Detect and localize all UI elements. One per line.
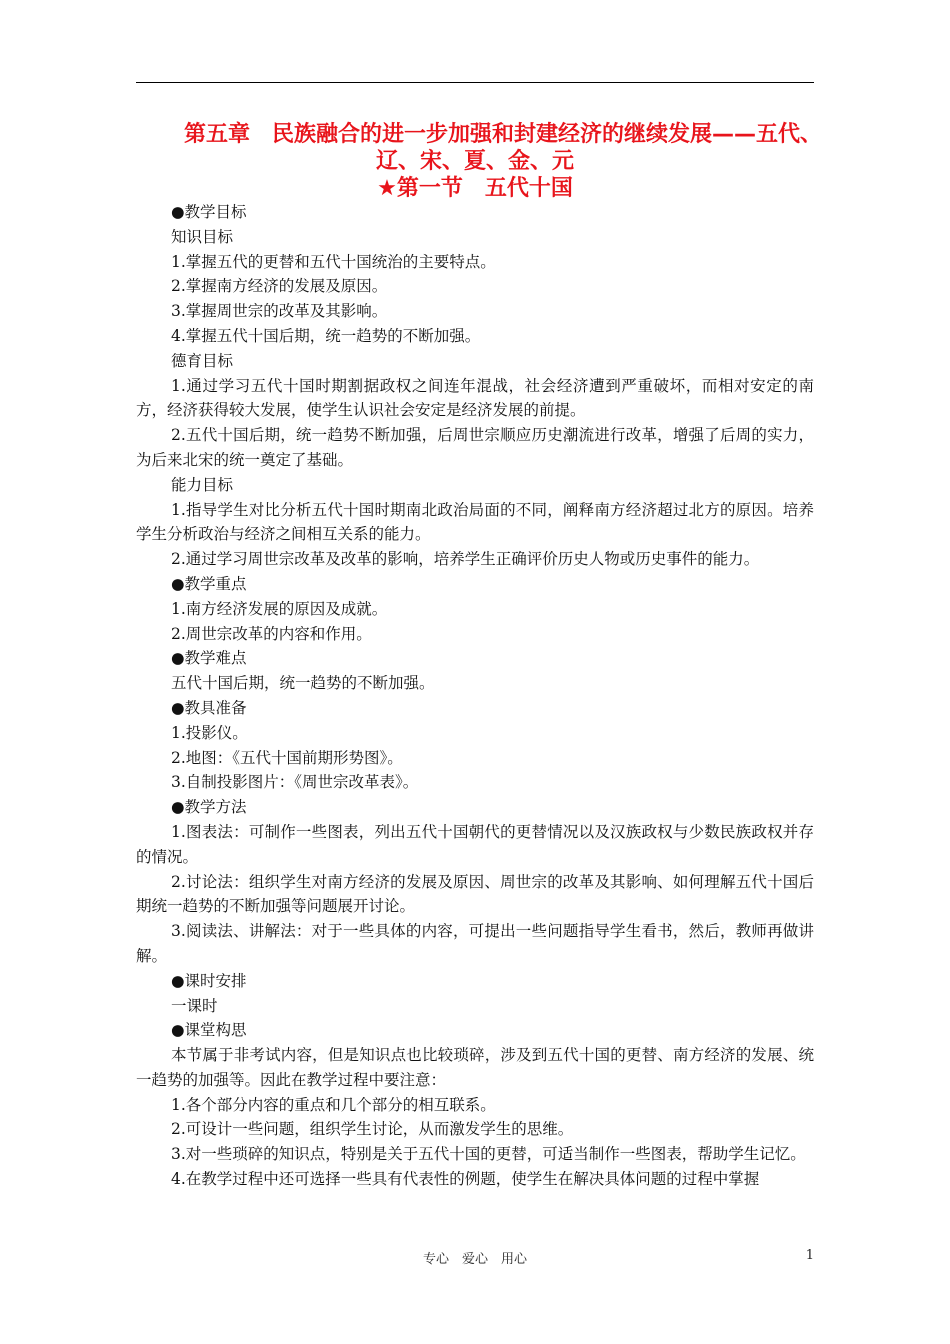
paragraph: 1.投影仪。 bbox=[171, 723, 248, 742]
section-title: ★第一节 五代十国 bbox=[377, 176, 573, 201]
header-rule bbox=[136, 82, 814, 83]
footer-motto: 专心 爱心 用心 bbox=[422, 1252, 527, 1267]
paragraph: 一课时 bbox=[171, 996, 218, 1015]
chapter-title bbox=[136, 121, 823, 202]
paragraph: ●课堂构思 bbox=[171, 1021, 247, 1040]
paragraph: 3.阅读法、讲解法：对于一些具体的内容，可提出一些问题指导学生看书，然后，教师再做讲解。 bbox=[136, 922, 814, 965]
document-body bbox=[136, 200, 814, 1192]
paragraph: 本节属于非考试内容，但是知识点也比较琐碎，涉及到五代十国的更替、南方经济的发展、统一趋势的加强等。因此在教学过程中要注意： bbox=[136, 1046, 814, 1089]
paragraph: 2.可设计一些问题，组织学生讨论，从而激发学生的思维。 bbox=[171, 1120, 574, 1139]
paragraph: 五代十国后期，统一趋势的不断加强。 bbox=[171, 674, 435, 693]
paragraph: 1.南方经济发展的原因及成就。 bbox=[171, 599, 388, 618]
paragraph: 4.掌握五代十国后期，统一趋势的不断加强。 bbox=[171, 326, 481, 345]
paragraph: 1.指导学生对比分析五代十国时期南北政治局面的不同，阐释南方经济超过北方的原因。培养学生分析政治与经济之间相互关系的能力。 bbox=[136, 500, 814, 544]
paragraph: 3.自制投影图片：《周世宗改革表》。 bbox=[171, 773, 419, 792]
page-number: 1 bbox=[805, 1248, 814, 1263]
paragraph: ●教学重点 bbox=[171, 574, 247, 593]
paragraph: 4.在教学过程中还可选择一些具有代表性的例题，使学生在解决具体问题的过程中掌握 bbox=[171, 1170, 760, 1189]
paragraph: ●教学目标 bbox=[171, 203, 247, 221]
paragraph: 德育目标 bbox=[171, 351, 234, 370]
paragraph: ●教具准备 bbox=[171, 698, 247, 717]
paragraph: ●教学方法 bbox=[171, 798, 247, 817]
paragraph: 2.五代十国后期，统一趋势不断加强，后周世宗顺应历史潮流进行改革，增强了后周的实力，为后来北宋的统一奠定了基础。 bbox=[136, 426, 814, 469]
paragraph: 2.通过学习周世宗改革及改革的影响，培养学生正确评价历史人物或历史事件的能力。 bbox=[171, 550, 760, 569]
paragraph: 2.掌握南方经济的发展及原因。 bbox=[171, 277, 388, 296]
paragraph: 1.掌握五代的更替和五代十国统治的主要特点。 bbox=[171, 252, 496, 271]
paragraph: 1.各个部分内容的重点和几个部分的相互联系。 bbox=[171, 1095, 496, 1114]
paragraph: 2.周世宗改革的内容和作用。 bbox=[171, 624, 372, 643]
paragraph: 1.图表法：可制作一些图表，列出五代十国朝代的更替情况以及汉族政权与少数民族政权并存的情况。 bbox=[136, 822, 814, 866]
paragraph: ●课时安排 bbox=[171, 971, 247, 990]
paragraph: 能力目标 bbox=[171, 475, 234, 494]
paragraph: ●教学难点 bbox=[171, 649, 247, 668]
chapter-title-line-1: 第五章 民族融合的进一步加强和封建经济的继续发展——五代、 bbox=[184, 122, 823, 147]
paragraph: 知识目标 bbox=[171, 227, 234, 246]
paragraph: 3.掌握周世宗的改革及其影响。 bbox=[171, 302, 388, 321]
paragraph: 1.通过学习五代十国时期割据政权之间连年混战，社会经济遭到严重破坏，而相对安定的南方，经济获得较大发展，使学生认识社会安定是经济发展的前提。 bbox=[136, 376, 814, 420]
paragraph: 3.对一些琐碎的知识点，特别是关于五代十国的更替，可适当制作一些图表，帮助学生记忆。 bbox=[171, 1145, 806, 1164]
paragraph: 2.讨论法：组织学生对南方经济的发展及原因、周世宗的改革及其影响、如何理解五代十国后期统一趋势的不断加强等问题展开讨论。 bbox=[136, 872, 814, 916]
paragraph: 2.地图：《五代十国前期形势图》。 bbox=[171, 748, 403, 767]
chapter-title-line-2: 辽、宋、夏、金、元 bbox=[375, 149, 574, 174]
